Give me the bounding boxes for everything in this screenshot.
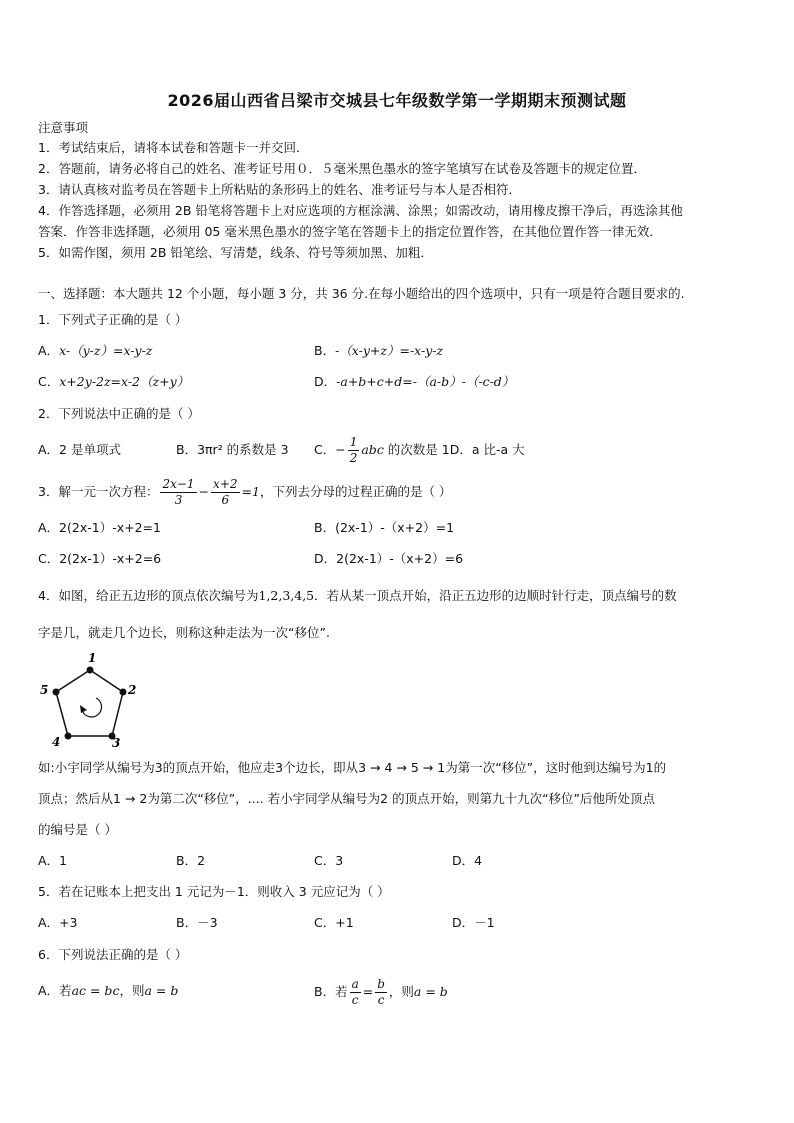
question-4-line: 字是几，就走几个边长，则称这种走法为一次“移位”. bbox=[38, 625, 330, 640]
clockwise-arrow-icon bbox=[82, 698, 102, 717]
q3-option-c: C．2(2x-1）-x+2=6 bbox=[38, 551, 162, 566]
question-4-line: 的编号是（ ） bbox=[38, 822, 117, 837]
notice-item: 4．作答选择题，必须用 2B 铅笔将答题卡上对应选项的方框涂满、涂黑；如需改动，请用橡皮擦干净后，再选涂其他 bbox=[38, 203, 683, 218]
vertex-label: 5 bbox=[40, 683, 49, 697]
pentagon-figure bbox=[36, 650, 146, 750]
q3-option-b: B．(2x-1）-（x+2）=1 bbox=[314, 520, 455, 535]
arrow-head bbox=[80, 705, 87, 713]
notice-item: 答案．作答非选择题，必须用 05 毫米黑色墨水的签字笔在答题卡上的指定位置作答，在其他位置作答一律无效． bbox=[38, 224, 662, 239]
q6-option-b: B．若 $\frac{a}{c}$ = $\frac{b}{c}$ ，则a = b bbox=[314, 977, 448, 1007]
vertex-dot bbox=[87, 667, 94, 674]
section-heading: 一、选择题：本大题共 12 个小题，每小题 3 分，共 36 分.在每小题给出的四个选项中，只有一项是符合题目要求的. bbox=[38, 286, 685, 301]
fraction: $\frac{1}{2}$ bbox=[349, 435, 358, 465]
question-4-line: 顶点；然后从1 → 2为第二次“移位”，.... 若小宇同学从编号为2 的顶点开始，则第九十九次“移位”后他所处顶点 bbox=[38, 791, 656, 806]
q5-option-c: C．+1 bbox=[314, 915, 354, 930]
fraction: $\frac{b}{c}$ bbox=[377, 977, 385, 1007]
notice-item: 1．考试结束后，请将本试卷和答题卡一并交回． bbox=[38, 140, 309, 155]
q2-option-a: A．2 是单项式 bbox=[38, 442, 121, 457]
q5-option-a: A．+3 bbox=[38, 915, 78, 930]
vertex-dot bbox=[120, 689, 127, 696]
q1-option-c: C．x+2y-2z=x-2（z+y） bbox=[38, 374, 190, 389]
notice-item: 5．如需作图，须用 2B 铅笔绘、写清楚，线条、符号等须加黑、加粗． bbox=[38, 245, 433, 260]
q1-option-b: B．-（x-y+z）=-x-y-z bbox=[314, 343, 444, 358]
notice-heading: 注意事项 bbox=[38, 120, 89, 135]
q5-option-b: B．－3 bbox=[176, 915, 218, 930]
question-5-stem: 5．若在记账本上把支出 1 元记为－1．则收入 3 元应记为（ ） bbox=[38, 884, 390, 899]
q4-option-b: B．2 bbox=[176, 853, 206, 868]
notice-item: 2．答题前，请务必将自己的姓名、准考证号用０．５毫米黑色墨水的签字笔填写在试卷及答题卡的规定位置． bbox=[38, 161, 646, 176]
vertex-dot bbox=[65, 733, 72, 740]
question-1-stem: 1．下列式子正确的是（ ） bbox=[38, 312, 188, 327]
notice-item: 3．请认真核对监考员在答题卡上所粘贴的条形码上的姓名、准考证号与本人是否相符． bbox=[38, 182, 521, 197]
q4-option-d: D．4 bbox=[452, 853, 483, 868]
vertex-label: 3 bbox=[112, 736, 121, 750]
fraction: $\frac{a}{c}$ bbox=[351, 977, 359, 1007]
q3-option-d: D．2(2x-1）-（x+2）=6 bbox=[314, 551, 464, 566]
question-3-stem: 3．解一元一次方程： $\frac{2x-1}{3}$ − $\frac{x+2}{6}$ =1，下列去分母的过程正确的是（ ） bbox=[38, 477, 452, 507]
vertex-label: 4 bbox=[52, 735, 61, 749]
q3-option-a: A．2(2x-1）-x+2=1 bbox=[38, 520, 161, 535]
q5-option-d: D．－1 bbox=[452, 915, 495, 930]
q2-option-b: B．3πr² 的系数是 3 bbox=[176, 442, 289, 457]
vertex-label: 2 bbox=[128, 683, 137, 697]
fraction: $\frac{2x-1}{3}$ bbox=[162, 477, 195, 507]
q4-option-a: A．1 bbox=[38, 853, 68, 868]
vertex-dot bbox=[53, 689, 60, 696]
q1-option-a: A．x-（y-z）=x-y-z bbox=[38, 343, 153, 358]
q4-option-c: C．3 bbox=[314, 853, 344, 868]
question-6-stem: 6．下列说法正确的是（ ） bbox=[38, 947, 188, 962]
question-4-line: 4．如图，给正五边形的顶点依次编号为1,2,3,4,5．若从某一顶点开始，沿正五边形的边顺时针行走，顶点编号的数 bbox=[38, 588, 677, 603]
page-title: 2026届山西省吕梁市交城县七年级数学第一学期期末预测试题 bbox=[167, 91, 627, 110]
q2-option-c: C．− $\frac{1}{2}$ abc 的次数是 1D．a 比-a 大 bbox=[314, 435, 525, 465]
question-4-line: 如:小宇同学从编号为3的顶点开始，他应走3个边长，即从3 → 4 → 5 → 1为第一次“移位”，这时他到达编号为1的 bbox=[38, 760, 667, 775]
fraction: $\frac{x+2}{6}$ bbox=[213, 477, 238, 507]
q1-option-d: D．-a+b+c+d=-（a-b）-（-c-d） bbox=[314, 374, 515, 389]
q6-option-a: A．若ac = bc，则a = b bbox=[38, 983, 179, 998]
vertex-label: 1 bbox=[88, 651, 97, 665]
question-2-stem: 2．下列说法中正确的是（ ） bbox=[38, 406, 200, 421]
